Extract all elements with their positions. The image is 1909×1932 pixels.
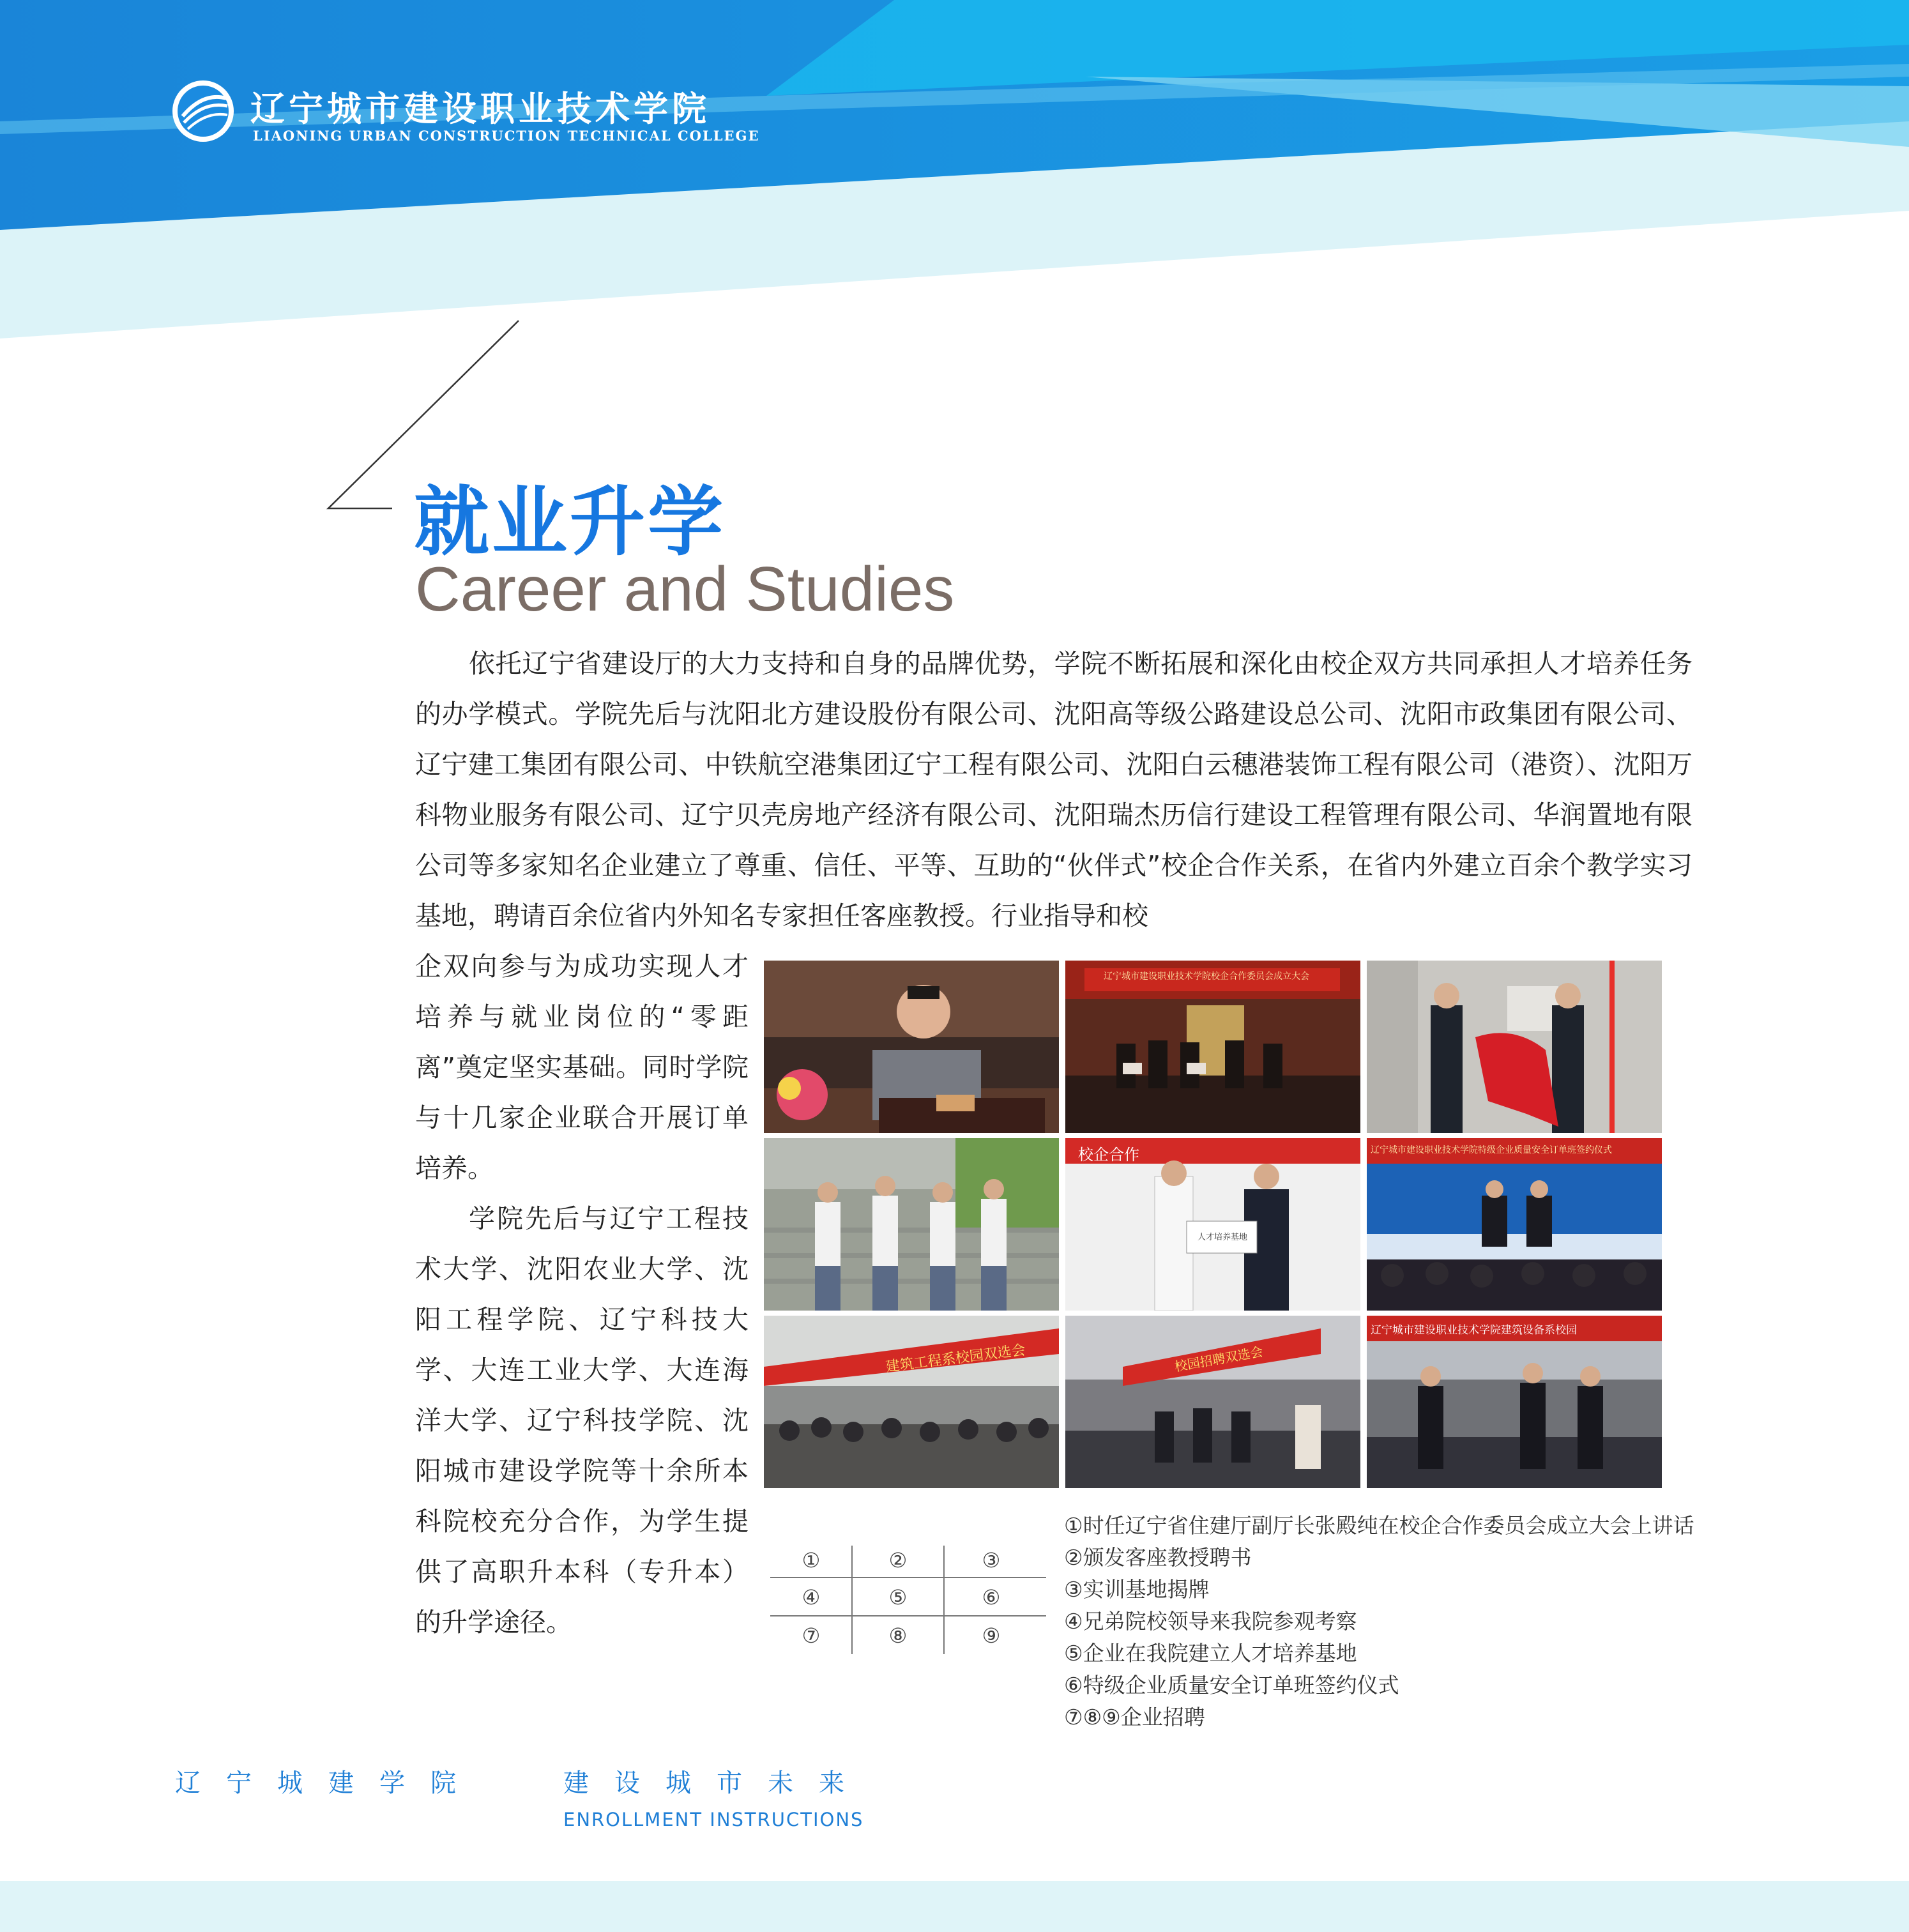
slogan-left: 辽宁城建学院 bbox=[175, 1768, 482, 1798]
photo-5-training-base bbox=[1065, 1138, 1360, 1311]
photo-6-banner: 辽宁城市建设职业技术学院特级企业质量安全订单班签约仪式 bbox=[1371, 1145, 1612, 1155]
slogan-en: ENROLLMENT INSTRUCTIONS bbox=[563, 1809, 864, 1830]
key-2: ② bbox=[888, 1548, 908, 1572]
photo-4-visit bbox=[764, 1138, 1059, 1311]
intro-paragraph: 依托辽宁省建设厅的大力支持和自身的品牌优势，学院不断拓展和深化由校企双方共同承担人才培养任务的办学模式。学院先后与沈阳北方建设股份有限公司、沈阳高等级公路建设总公司、沈阳市政集团有限公司、辽宁建工集团有限公司、中铁航空港集团辽宁工程有限公司、沈阳白云穗港装饰工程有限公司（港资）、沈阳万科物业服务有限公司、辽宁贝壳房地产经济有限公司、沈阳瑞杰历信行建设工程管理有限公司、华润置地有限公司等多家知名企业建立了尊重、信任、平等、互助的“伙伴式”校企合作关系，在省内外建立百余个教学实习基地，聘请百余位省内外知名专家担任客座教授。行业指导和校 bbox=[415, 648, 1692, 931]
caption-item: ②颁发客座教授聘书 bbox=[1064, 1545, 1252, 1570]
photo-key-grid bbox=[770, 1546, 1046, 1654]
key-7: ⑦ bbox=[802, 1624, 821, 1648]
photo-5-banner: 校企合作 bbox=[1078, 1146, 1139, 1164]
photo-grid bbox=[764, 961, 1662, 1491]
upgrade-paragraph: 学院先后与辽宁工程技术大学、沈阳农业大学、沈阳工程学院、辽宁科技大学、大连工业大学、大连海洋大学、辽宁科技学院、沈阳城市建设学院等十余所本科院校充分合作，为学生提供了高职升本科（专升本）的升学途径。 bbox=[415, 1203, 749, 1638]
photo-9-job-fair bbox=[1367, 1316, 1662, 1488]
caption-item: ⑦⑧⑨企业招聘 bbox=[1064, 1705, 1205, 1730]
paragraph-continuation: 企双向参与为成功实现人才培养与就业岗位的“零距离”奠定坚实基础。同时学院与十几家企业联合开展订单培养。 bbox=[415, 951, 749, 1183]
photo-7-job-fair bbox=[764, 1316, 1059, 1488]
photo-1-speech bbox=[764, 961, 1059, 1133]
key-6: ⑥ bbox=[982, 1585, 1001, 1609]
bottom-band bbox=[0, 1881, 1909, 1932]
caption-item: ①时任辽宁省住建厅副厅长张殿纯在校企合作委员会成立大会上讲话 bbox=[1064, 1513, 1694, 1538]
caption-item: ⑥特级企业质量安全订单班签约仪式 bbox=[1064, 1673, 1399, 1698]
college-name-en: LIAONING URBAN CONSTRUCTION TECHNICAL COLLEGE bbox=[253, 128, 760, 144]
key-9: ⑨ bbox=[982, 1624, 1001, 1648]
photo-2-ceremony bbox=[1065, 961, 1360, 1133]
key-1: ① bbox=[802, 1548, 821, 1572]
photo-8-banner: 校园招聘双选会 bbox=[1173, 1344, 1265, 1374]
key-4: ④ bbox=[802, 1585, 821, 1609]
photo-8-job-fair bbox=[1065, 1316, 1360, 1488]
key-8: ⑧ bbox=[888, 1624, 908, 1648]
section-title-en: Career and Studies bbox=[415, 554, 955, 624]
slogan-right: 建设城市未来 bbox=[563, 1768, 870, 1798]
photo-3-plaque-unveiling bbox=[1367, 961, 1662, 1133]
photo-7-banner: 建筑工程系校园双选会 bbox=[885, 1342, 1026, 1376]
photo-captions bbox=[1064, 1510, 1694, 1733]
caption-item: ⑤企业在我院建立人才培养基地 bbox=[1064, 1641, 1357, 1666]
key-5: ⑤ bbox=[888, 1585, 908, 1609]
college-name-cn: 辽宁城市建设职业技术学院 bbox=[250, 89, 710, 129]
key-3: ③ bbox=[982, 1548, 1001, 1572]
caption-item: ③实训基地揭牌 bbox=[1064, 1577, 1210, 1602]
photo-6-signing bbox=[1367, 1138, 1662, 1311]
header-banner bbox=[0, 0, 1909, 358]
caption-item: ④兄弟院校领导来我院参观考察 bbox=[1064, 1609, 1357, 1634]
college-logo-icon bbox=[171, 79, 235, 143]
section-title-cn: 就业升学 bbox=[414, 478, 726, 566]
photo-9-banner: 辽宁城市建设职业技术学院建筑设备系校园 bbox=[1371, 1324, 1577, 1337]
photo-2-banner: 辽宁城市建设职业技术学院校企合作委员会成立大会 bbox=[1104, 971, 1309, 982]
left-column-text bbox=[415, 941, 749, 1648]
photo-5-sign: 人才培养基地 bbox=[1197, 1233, 1247, 1242]
